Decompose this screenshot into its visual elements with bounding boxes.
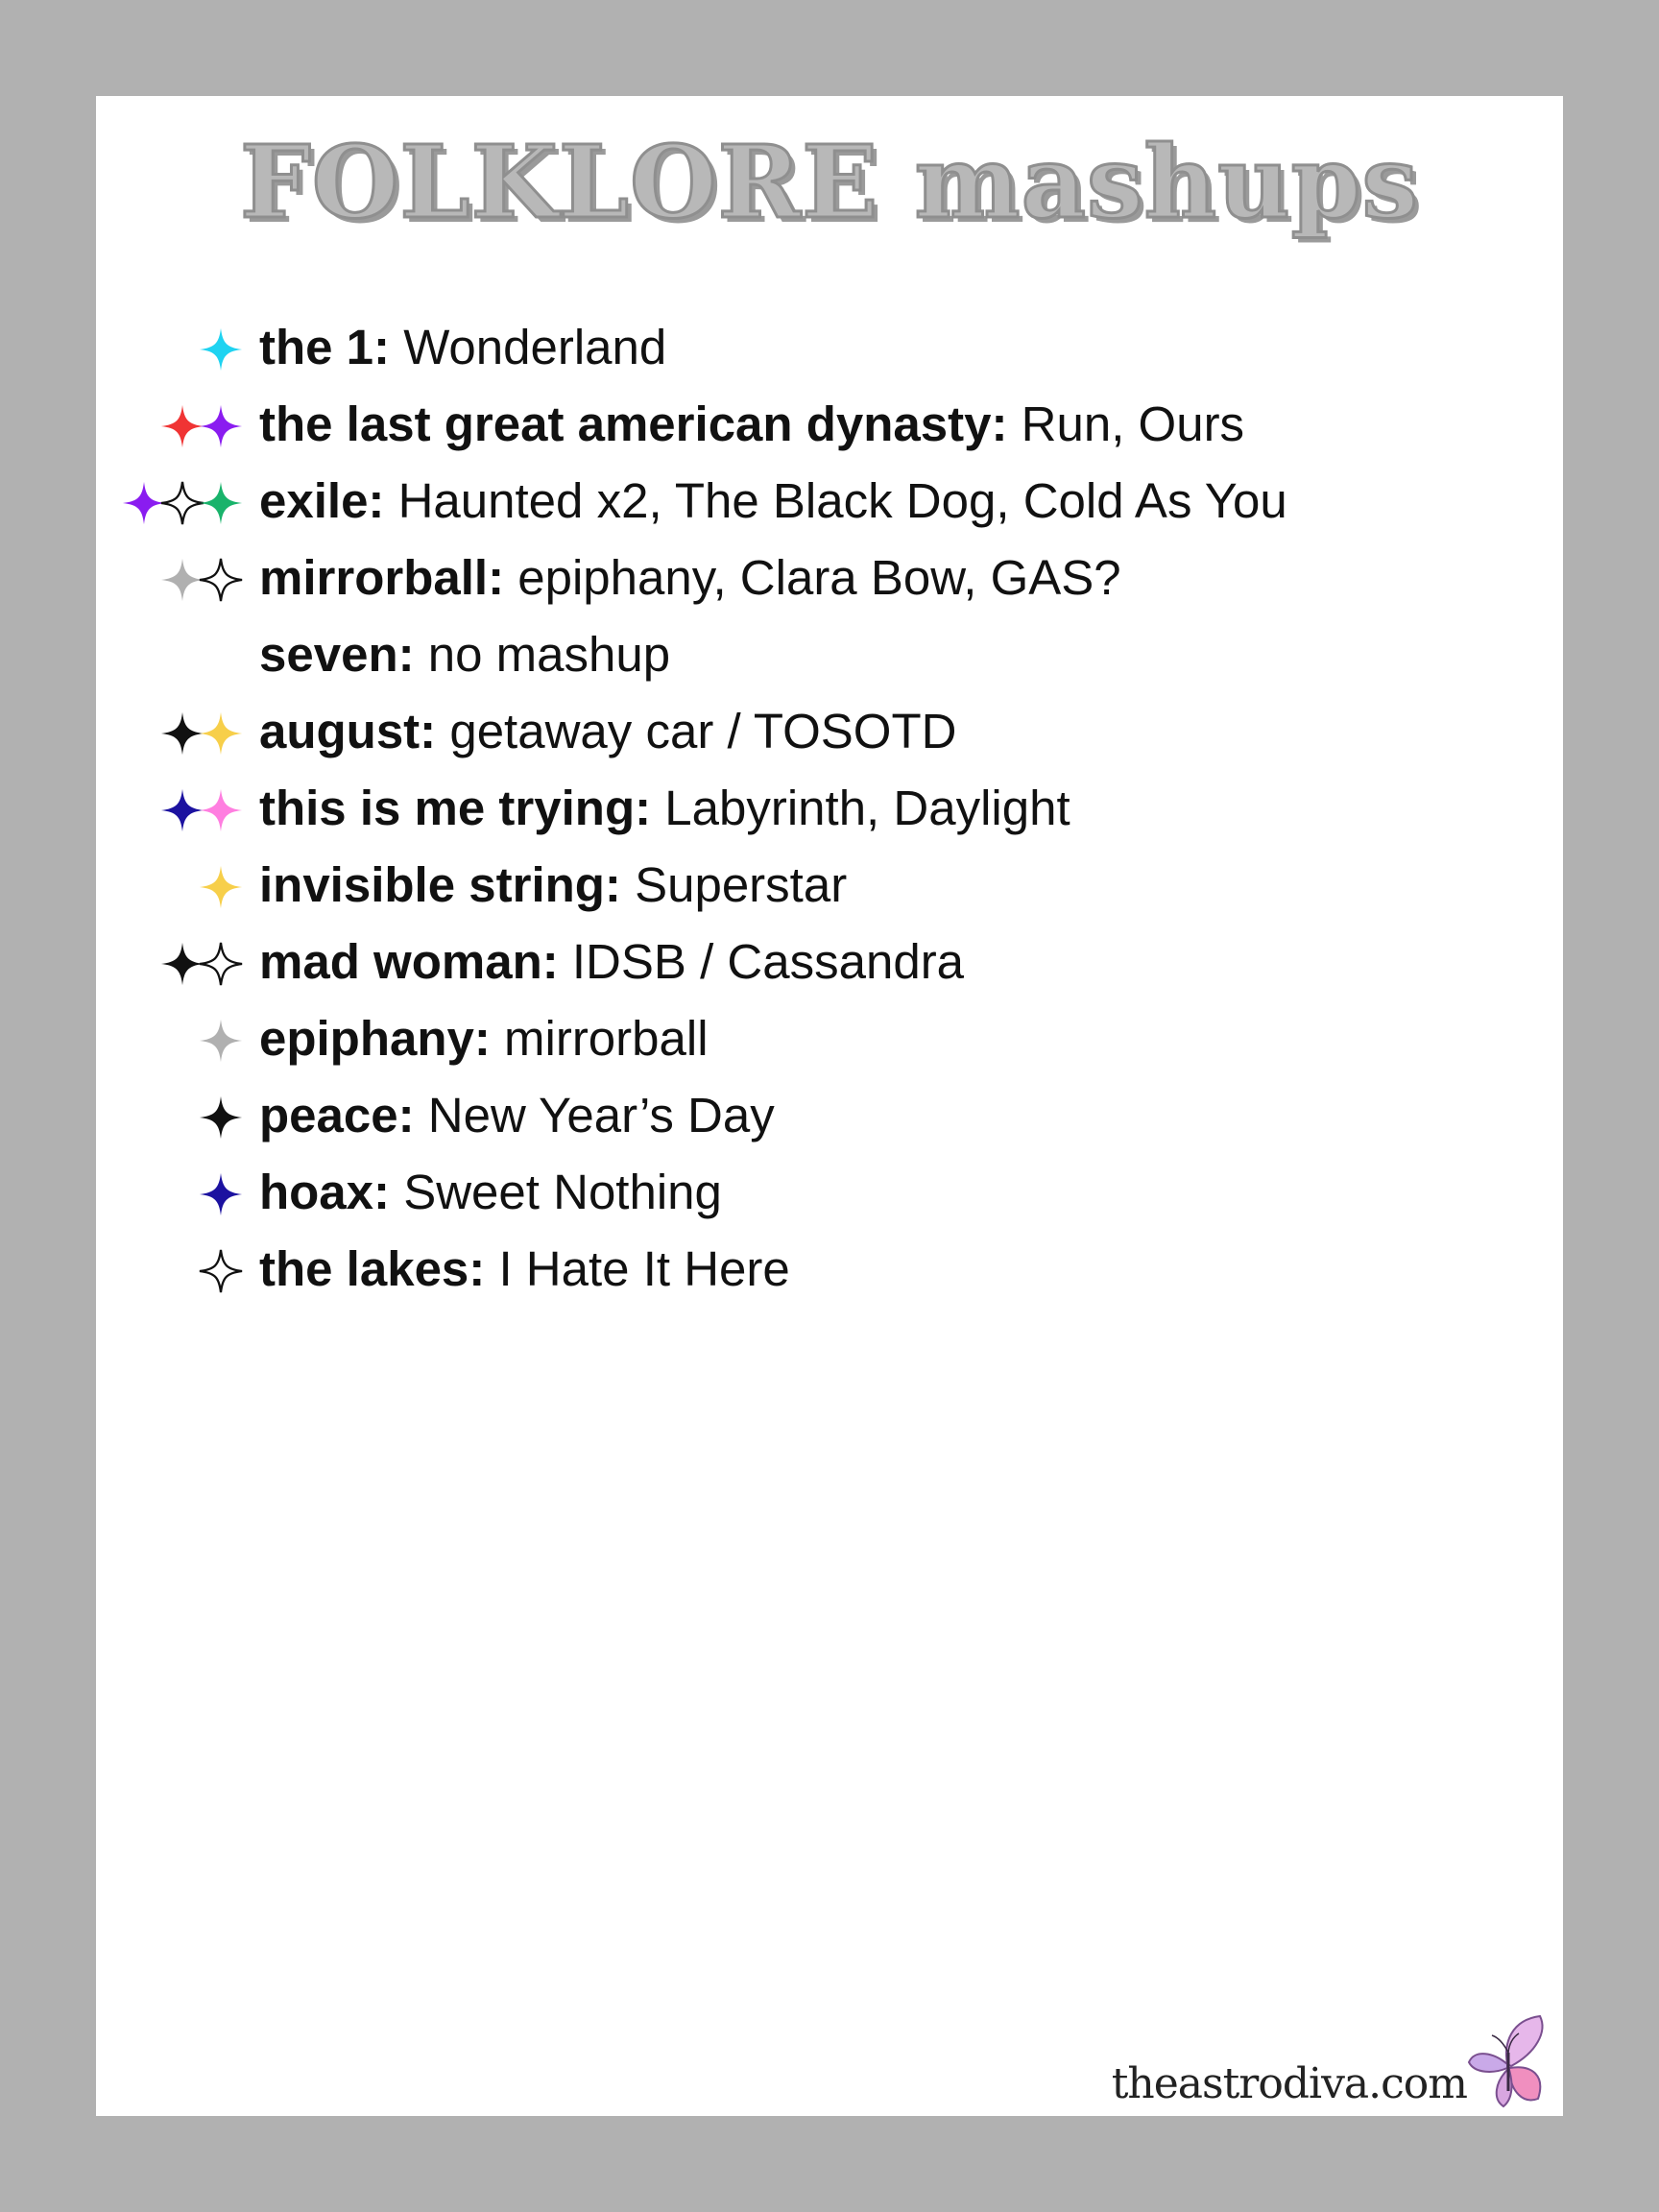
star-group <box>204 865 243 905</box>
sparkle-icon <box>199 327 243 372</box>
star-group <box>204 1249 243 1289</box>
list-item <box>96 1231 1563 1308</box>
mashup-text: Superstar <box>635 857 848 912</box>
list-item <box>96 924 1563 1000</box>
mashup-text: Labyrinth, Daylight <box>664 781 1070 835</box>
card <box>96 96 1563 2116</box>
list-item <box>96 386 1563 463</box>
star-group <box>204 1095 243 1136</box>
sparkle-icon <box>199 1019 243 1063</box>
song-title: mad woman: <box>259 934 559 989</box>
item-text <box>259 770 1070 847</box>
sparkle-icon <box>199 788 243 832</box>
star-group <box>166 942 243 982</box>
song-title: seven: <box>259 627 415 682</box>
song-title: august: <box>259 704 437 758</box>
song-title: exile: <box>259 473 385 528</box>
sparkle-icon <box>199 558 243 602</box>
item-text <box>259 847 847 924</box>
mashup-list <box>96 309 1563 1308</box>
mashup-text: I Hate It Here <box>498 1241 790 1296</box>
sparkle-icon <box>199 1095 243 1140</box>
mashup-text: New Year’s Day <box>427 1088 775 1142</box>
sparkle-icon <box>199 942 243 986</box>
star-group <box>166 711 243 752</box>
sparkle-icon <box>199 1249 243 1293</box>
song-title: hoax: <box>259 1165 391 1219</box>
star-group <box>204 1019 243 1059</box>
mashup-text: Sweet Nothing <box>403 1165 722 1219</box>
star-group <box>204 1172 243 1213</box>
mashup-text: Wonderland <box>403 320 667 374</box>
mashup-text: Run, Ours <box>1021 397 1245 451</box>
list-item <box>96 616 1563 693</box>
song-title: the lakes: <box>259 1241 486 1296</box>
song-title: this is me trying: <box>259 781 652 835</box>
sparkle-icon <box>199 1172 243 1216</box>
list-item <box>96 693 1563 770</box>
song-title: invisible string: <box>259 857 621 912</box>
star-group <box>166 558 243 598</box>
sparkle-icon <box>199 481 243 525</box>
item-text <box>259 924 964 1000</box>
list-item <box>96 463 1563 540</box>
star-group <box>166 404 243 445</box>
mashup-text: Haunted x2, The Black Dog, Cold As You <box>397 473 1287 528</box>
item-text <box>259 616 670 693</box>
sparkle-icon <box>199 865 243 909</box>
item-text <box>259 693 956 770</box>
star-group <box>204 327 243 368</box>
item-text <box>259 309 666 386</box>
list-item <box>96 770 1563 847</box>
item-text <box>259 463 1287 540</box>
list-item <box>96 309 1563 386</box>
mashup-text: no mashup <box>427 627 671 682</box>
song-title: peace: <box>259 1088 415 1142</box>
mashup-text: IDSB / Cassandra <box>571 934 965 989</box>
site-url[interactable]: theastrodiva.com <box>1111 2059 1467 2108</box>
item-text <box>259 386 1244 463</box>
mashup-text: mirrorball <box>504 1011 709 1066</box>
item-text <box>259 1154 722 1231</box>
star-group <box>128 481 243 521</box>
item-text <box>259 1077 775 1154</box>
list-item <box>96 1077 1563 1154</box>
song-title: epiphany: <box>259 1011 491 1066</box>
sparkle-icon <box>199 404 243 448</box>
list-item <box>96 540 1563 616</box>
item-text <box>259 1000 709 1077</box>
sparkle-icon <box>199 711 243 756</box>
mashup-text: getaway car / TOSOTD <box>449 704 957 758</box>
song-title: mirrorball: <box>259 550 505 605</box>
item-text <box>259 540 1121 616</box>
mashup-text: epiphany, Clara Bow, GAS? <box>517 550 1121 605</box>
list-item <box>96 1000 1563 1077</box>
item-text <box>259 1231 790 1308</box>
butterfly-icon <box>1465 2014 1548 2110</box>
star-group <box>166 788 243 829</box>
song-title: the last great american dynasty: <box>259 397 1008 451</box>
list-item <box>96 847 1563 924</box>
song-title: the 1: <box>259 320 391 374</box>
page-title: FOLKLORE mashups <box>239 123 1420 241</box>
list-item <box>96 1154 1563 1231</box>
